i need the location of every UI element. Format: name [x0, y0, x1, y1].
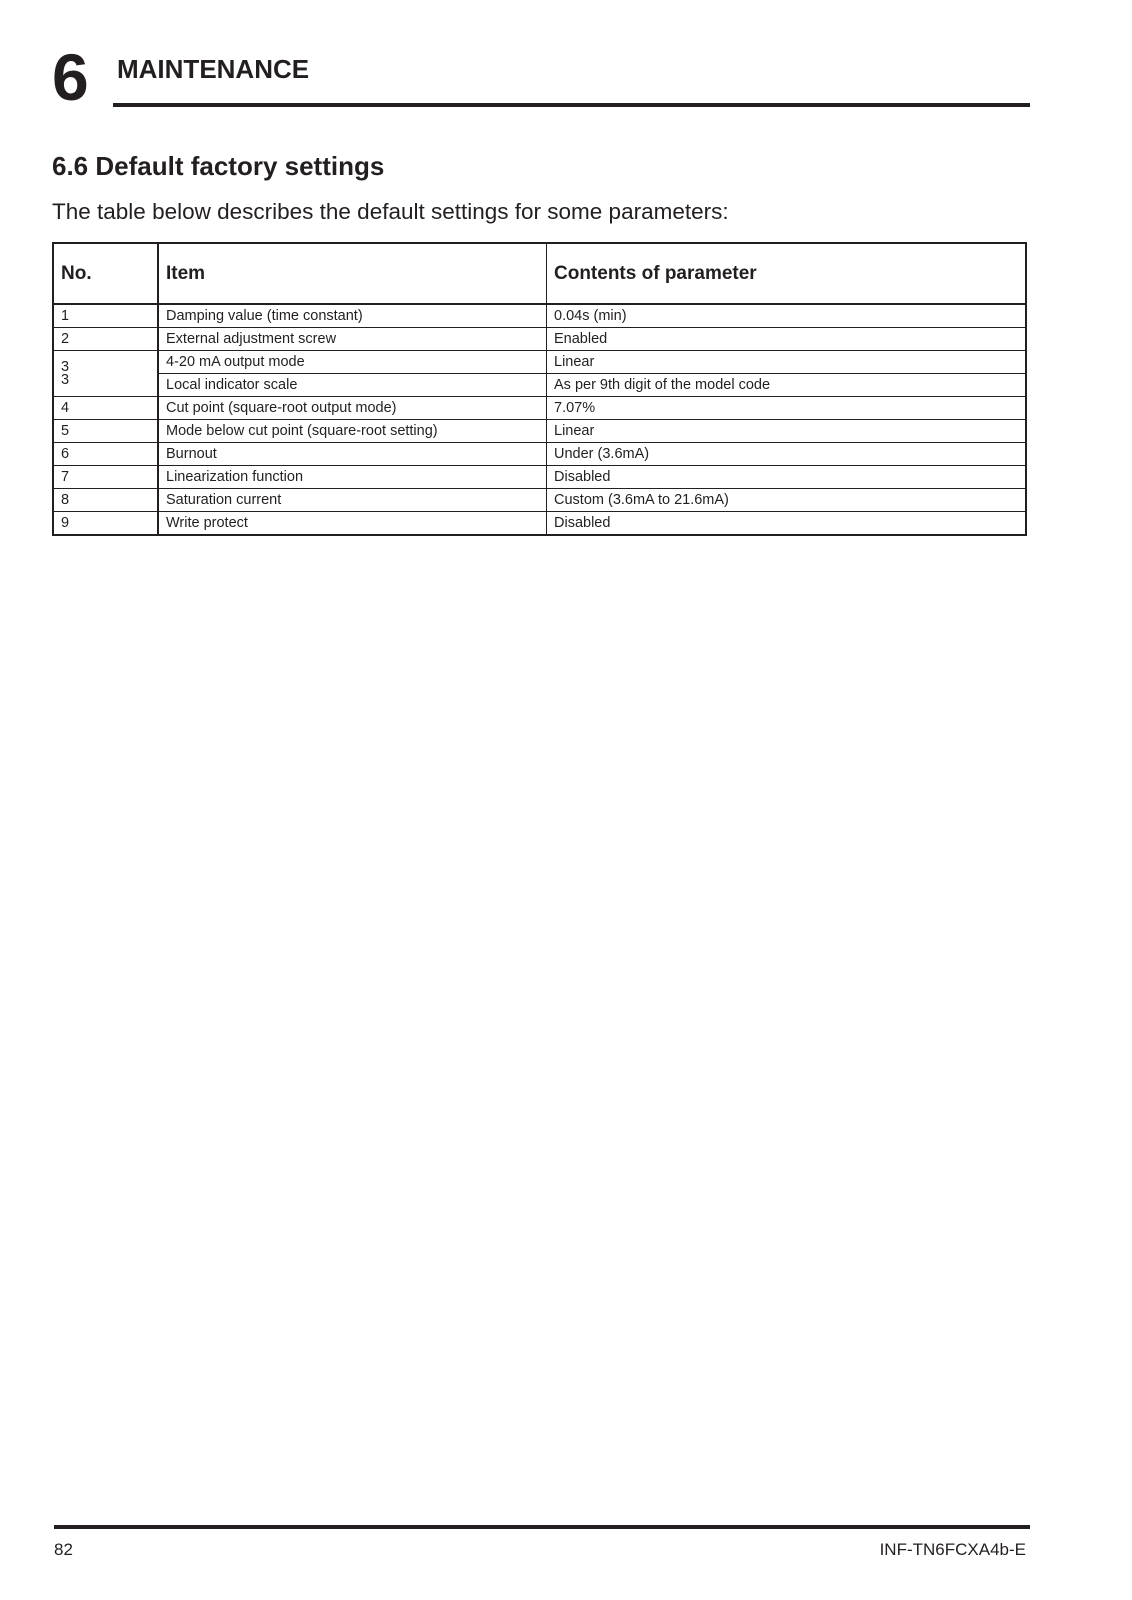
- section-title: 6.6 Default factory settings: [52, 151, 385, 181]
- document-code: INF-TN6FCXA4b-E: [879, 1540, 1026, 1559]
- row-number: 1: [53, 304, 158, 328]
- row-item: Saturation current: [158, 489, 547, 512]
- row-number: 8: [53, 489, 158, 512]
- intro-paragraph: The table below describes the default settings for some parameters:: [52, 199, 729, 224]
- row-contents: Under (3.6mA): [547, 443, 1027, 466]
- table-row: [53, 489, 1026, 512]
- row-item: 4-20 mA output mode: [158, 351, 547, 374]
- table-row: [53, 466, 1026, 489]
- row-contents: 0.04s (min): [547, 304, 1027, 328]
- table-row: [53, 304, 1026, 328]
- row-number: 6: [53, 443, 158, 466]
- row-number-merged: [53, 351, 158, 397]
- default-settings-table: [52, 242, 1027, 536]
- column-header-item: Item: [158, 243, 547, 304]
- row-item: Linearization function: [158, 466, 547, 489]
- row-item: Mode below cut point (square-root setting): [158, 420, 547, 443]
- table-row: [53, 420, 1026, 443]
- row-number: 3: [61, 358, 70, 375]
- table-row: [53, 397, 1026, 420]
- row-number: 5: [53, 420, 158, 443]
- row-number: 7: [53, 466, 158, 489]
- row-item: Write protect: [158, 512, 547, 536]
- page-number: 82: [54, 1540, 73, 1559]
- table-header-row: [53, 243, 1026, 304]
- chapter-number: 6: [52, 40, 89, 114]
- table-row: [53, 443, 1026, 466]
- row-number: 3: [61, 371, 70, 388]
- row-contents: Linear: [547, 351, 1027, 374]
- row-contents: 7.07%: [547, 397, 1027, 420]
- row-number: 9: [53, 512, 158, 536]
- table-row: [53, 512, 1026, 536]
- row-contents: Enabled: [547, 328, 1027, 351]
- row-contents: Disabled: [547, 512, 1027, 536]
- chapter-divider: [113, 103, 1030, 107]
- row-number: 4: [53, 397, 158, 420]
- row-contents: Custom (3.6mA to 21.6mA): [547, 489, 1027, 512]
- column-header-no: No.: [53, 243, 158, 304]
- row-contents: Disabled: [547, 466, 1027, 489]
- table-row: [53, 374, 1026, 397]
- column-header-contents: Contents of parameter: [547, 243, 1027, 304]
- row-item: Damping value (time constant): [158, 304, 547, 328]
- row-item: Local indicator scale: [158, 374, 547, 397]
- row-contents: Linear: [547, 420, 1027, 443]
- footer-divider: [54, 1525, 1030, 1529]
- table-row: [53, 351, 1026, 374]
- row-number: 2: [53, 328, 158, 351]
- row-item: External adjustment screw: [158, 328, 547, 351]
- row-item: Burnout: [158, 443, 547, 466]
- row-item: Cut point (square-root output mode): [158, 397, 547, 420]
- table-row: [53, 328, 1026, 351]
- chapter-title: MAINTENANCE: [117, 54, 310, 84]
- row-contents: As per 9th digit of the model code: [547, 374, 1027, 397]
